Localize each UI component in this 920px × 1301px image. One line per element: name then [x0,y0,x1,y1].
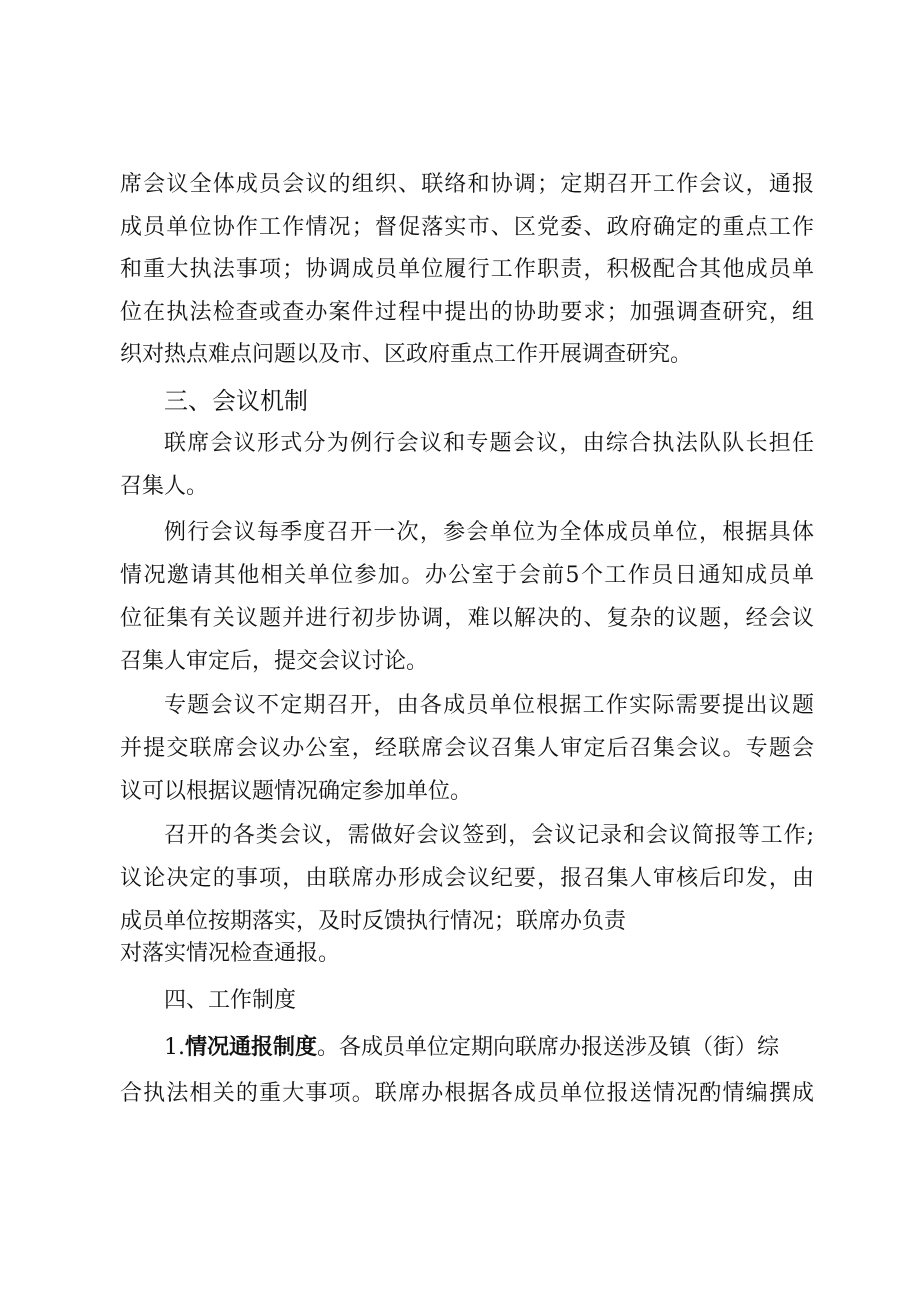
paragraph-line: 席会议全体成员会议的组织、联络和协调；定期召开工作会议，通报 [120,172,814,197]
paragraph-line: 议论决定的事项，由联席办形成会议纪要，报召集人审核后印发，由 [120,866,814,891]
paragraph-line: 织对热点难点问题以及市、区政府重点工作开展调查研究。 [120,342,693,367]
list-item [164,1034,814,1062]
item-text: 。各成员单位定期向联席办报送涉及镇（街）综 [317,1035,780,1060]
paragraph-line: 召集人审定后，提交会议讨论。 [120,649,429,674]
paragraph-line: 联席会议形式分为例行会议和专题会议，由综合执法队队长担任 [164,431,814,456]
item-number: 1. [164,1035,185,1060]
paragraph-line: 召开的各类会议，需做好会议签到，会议记录和会议简报等工作; [164,823,814,848]
section-heading: 四、工作制度 [164,988,297,1013]
paragraph-line: 情况邀请其他相关单位参加。办公室于会前5个工作员日通知成员单 [120,563,814,588]
paragraph-line: 位征集有关议题并进行初步协调，难以解决的、复杂的议题，经会议 [120,606,814,631]
paragraph-line: 成员单位按期落实，及时反馈执行情况；联席办负责 [120,909,627,934]
paragraph-line: 合执法相关的重大事项。联席办根据各成员单位报送情况酌情编撰成 [120,1081,814,1106]
section-heading: 三、会议机制 [164,387,308,415]
paragraph-line: 例行会议每季度召开一次，参会单位为全体成员单位，根据具体 [164,520,814,545]
paragraph-line: 召集人。 [120,474,209,499]
item-title: 情况通报制度 [185,1035,318,1060]
paragraph-line: 并提交联席会议办公室，经联席会议召集人审定后召集会议。专题会 [120,736,814,761]
paragraph-line: 专题会议不定期召开，由各成员单位根据工作实际需要提出议题 [164,693,814,718]
paragraph-line: 位在执法检查或查办案件过程中提出的协助要求；加强调查研究，组 [120,300,814,325]
paragraph-line: 和重大执法事项；协调成员单位履行工作职责，积极配合其他成员单 [120,257,814,282]
paragraph-line: 议可以根据议题情况确定参加单位。 [120,779,473,804]
paragraph-line: 对落实情况检查通报。 [120,941,341,966]
paragraph-line: 成员单位协作工作情况；督促落实市、区党委、政府确定的重点工作 [120,215,814,240]
